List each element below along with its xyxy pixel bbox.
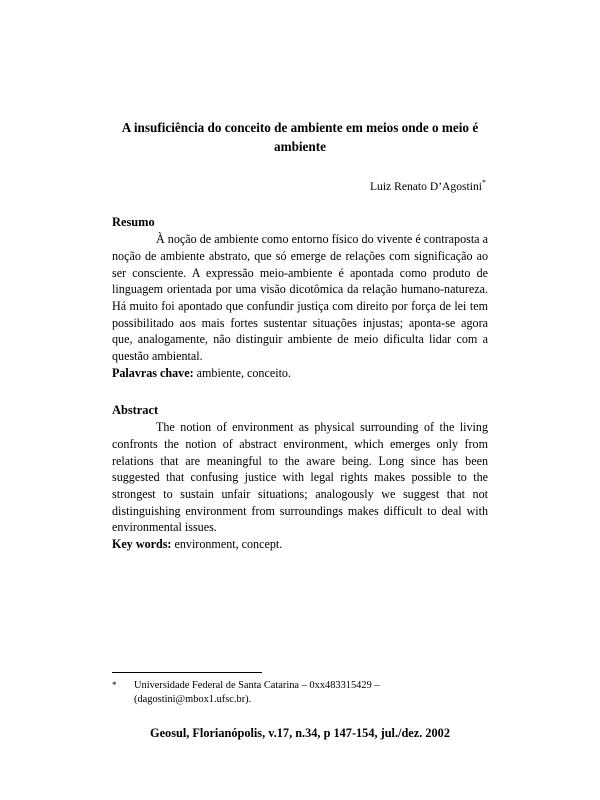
author-name: Luiz Renato D’Agostini (369, 180, 482, 194)
section-resumo (112, 215, 488, 381)
keywords-abstract (112, 536, 488, 553)
footnote-line-1: Universidade Federal de Santa Catarina – 0xx483315429 – (134, 680, 380, 691)
footnote-area (112, 672, 488, 708)
section-heading-resumo: Resumo (112, 215, 155, 230)
section-body-resumo: À noção de ambiente como entorno físico do vivente é contraposta a noção de ambiente abstrato, que só emerge de relações com significação ao ser consciente. A expressão meio-ambiente é apontada como produto de linguagem orientada por uma visão dicotômica da relação humano-natureza. Há muito foi apontado que confundir justiça com direito por força de lei tem possibilitado aos mais fortes sustentar situações injustas; aponta-se agora que, analogamente, não distinguir ambiente de meio dificulta lidar com a questão ambiental. (112, 232, 488, 363)
author-byline (112, 178, 488, 193)
keywords-value-resumo: ambiente, conceito. (193, 365, 292, 380)
journal-citation: Geosul, Florianópolis, v.17, n.34, p 147-154, jul./dez. 2002 (150, 726, 450, 740)
section-body-abstract: The notion of environment as physical surrounding of the living confronts the notion of abstract environment, which emerges only from relations that are meaningful to the aware being. Long since has been suggested that confusing justice with legal rights makes possible to the strongest to sustain unfair situations; analogously we suggest that not distinguishing environment from surroundings makes difficult to deal with environmental issues. (112, 420, 488, 535)
page-title: A insuficiência do conceito de ambiente em meios onde o meio é ambiente (121, 120, 479, 155)
paper-content (112, 118, 488, 553)
footnote-mark: * (112, 680, 117, 690)
keywords-label-abstract: Key words: (112, 537, 172, 552)
footnote-text (112, 679, 488, 708)
keywords-label-resumo: Palavras chave: (112, 365, 194, 380)
section-abstract (112, 403, 488, 553)
section-heading-abstract: Abstract (112, 403, 159, 418)
footnote-separator-rule (112, 672, 262, 673)
keywords-resumo (112, 365, 488, 382)
author-footnote-mark: * (482, 178, 486, 188)
keywords-value-abstract: environment, concept. (171, 537, 283, 552)
footnote-line-2: (dagostini@mbox1.ufsc.br). (134, 694, 252, 706)
